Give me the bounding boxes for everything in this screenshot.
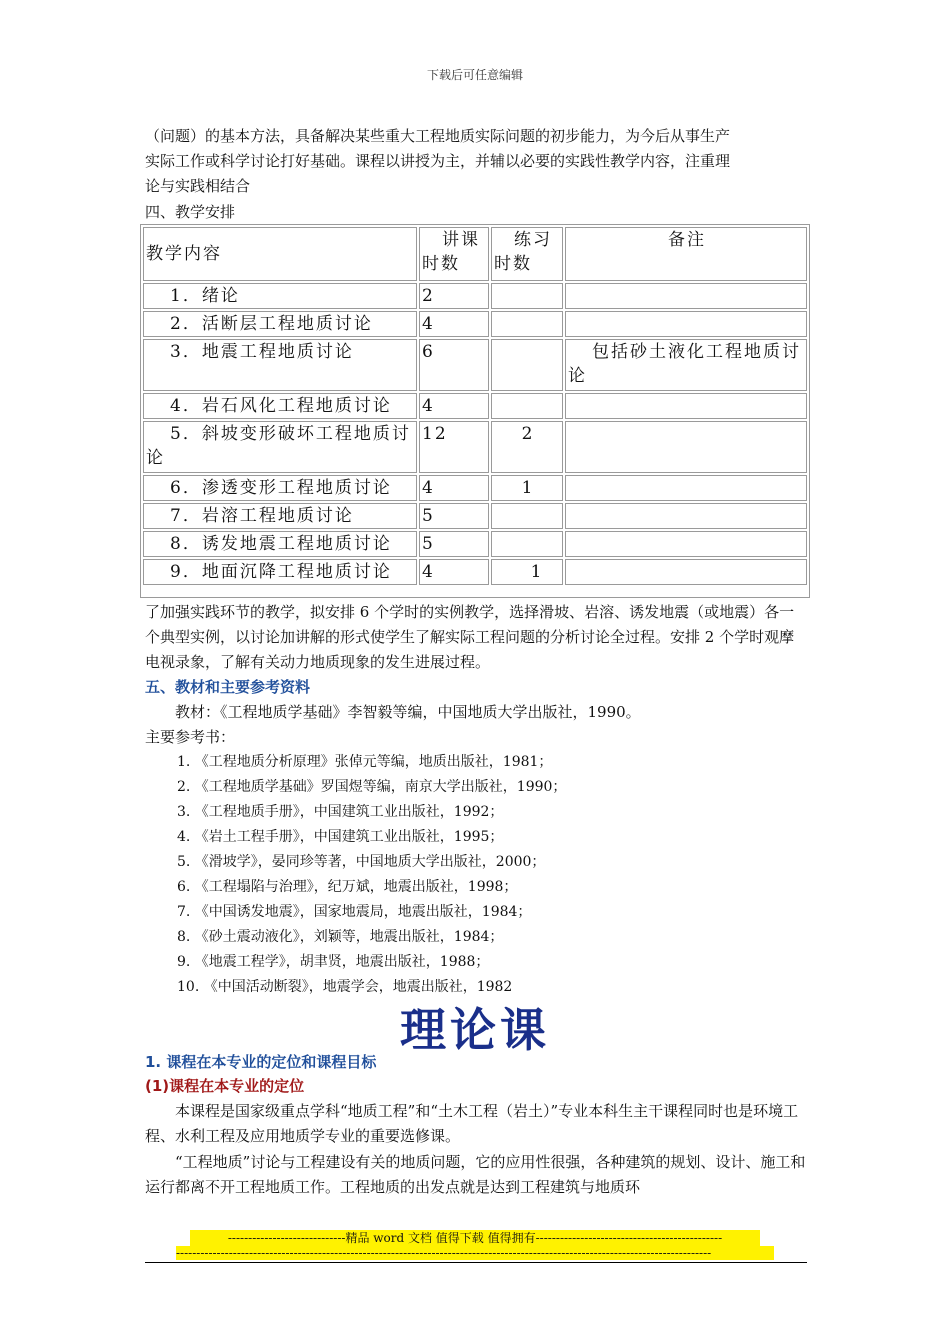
cell-lecture: 5 [419,531,489,557]
cell-lecture: 4 [419,559,489,585]
cell-content: 2．活断层工程地质讨论 [143,311,417,337]
cell-practice [491,283,563,309]
footer-rule [145,1262,807,1263]
cell-note [565,393,807,419]
cell-practice [491,393,563,419]
list-item: 3. 《工程地质手册》，中国建筑工业出版社，1992； [177,804,504,820]
table-row [143,503,807,529]
table-row [143,475,807,501]
cell-content: 1．绪论 [143,283,417,309]
cell-note [565,531,807,557]
schedule-table [140,224,810,598]
cell-note [565,559,807,585]
table-row [143,311,807,337]
after-table-paragraph: 了加强实践环节的教学，拟安排 6 个学时的实例教学，选择滑坡、岩溶、诱发地震（或地震）各一个典型实例，以讨论加讲解的形式使学生了解实际工程问题的分析讨论全过程。安排 2 个学时观摩电视录象，了解有关动力地质现象的发生进展过程。 [145,603,795,671]
header-lecture: 讲课时数 [419,227,489,281]
list-item: 2. 《工程地质学基础》罗国煜等编，南京大学出版社，1990； [177,779,567,795]
cell-practice: 2 [491,421,563,473]
cell-practice: 1 [491,559,563,585]
list-item: 9. 《地震工程学》，胡聿贤，地震出版社，1988； [177,954,490,970]
page-header: 下载后可任意编辑 [426,68,523,82]
refs-title: 主要参考书： [145,728,236,746]
header-practice: 练习时数 [491,227,563,281]
table-row [143,559,807,585]
list-item: 8. 《砂土震动液化》，刘颖等，地震出版社，1984； [177,929,504,945]
cell-note: 包括砂土液化工程地质讨论 [565,339,807,391]
course-heading: 1. 课程在本专业的定位和课程目标 [145,1053,377,1071]
cell-practice: 1 [491,475,563,501]
intro-paragraph [145,124,807,199]
cell-note [565,421,807,473]
page-title: 理论课 [400,1003,550,1057]
footer-banner: -----------------------------精品 word 文档 值得下载 值得拥有---------------------------------------------- [190,1230,760,1246]
table-header-row [143,227,807,281]
cell-content: 6．渗透变形工程地质讨论 [143,475,417,501]
cell-content: 8．诱发地震工程地质讨论 [143,531,417,557]
table-row [143,421,807,473]
cell-practice [491,339,563,391]
section-5-title: 五、教材和主要参考资料 [145,678,311,696]
list-item: 10. 《中国活动断裂》，地震学会，地震出版社，1982 [177,979,513,995]
cell-practice [491,311,563,337]
table-row [143,393,807,419]
cell-content: 9．地面沉降工程地质讨论 [143,559,417,585]
cell-lecture: 4 [419,311,489,337]
intro-line: 实际工作或科学讨论打好基础。课程以讲授为主，并辅以必要的实践性教学内容，注重理 [145,152,731,170]
header-note: 备注 [565,227,807,281]
cell-note [565,503,807,529]
cell-note [565,311,807,337]
intro-line: （问题）的基本方法，具备解决某些重大工程地质实际问题的初步能力，为今后从事生产 [145,127,731,145]
header-content: 教学内容 [143,227,417,281]
course-subheading: (1)课程在本专业的定位 [145,1077,305,1095]
cell-note [565,283,807,309]
cell-practice [491,503,563,529]
course-paragraph-1: 本课程是国家级重点学科“地质工程”和“土木工程（岩土）”专业本科生主干课程同时也是环境工程、水利工程及应用地质学专业的重要选修课。 [145,1102,799,1145]
cell-lecture: 2 [419,283,489,309]
intro-line: 论与实践相结合 [145,177,251,195]
footer-dashes: ------------------------------------------------------------------------------------------------------------------------------------ [176,1246,774,1260]
list-item: 5. 《滑坡学》，晏同珍等著，中国地质大学出版社，2000； [177,854,546,870]
cell-practice [491,531,563,557]
cell-lecture: 4 [419,393,489,419]
textbook-line: 教材：《工程地质学基础》李智毅等编，中国地质大学出版社，1990。 [175,703,641,721]
list-item: 1. 《工程地质分析原理》张倬元等编，地质出版社，1981； [177,754,553,770]
reference-list [145,750,566,1000]
table-row [143,339,807,391]
cell-content: 3．地震工程地质讨论 [143,339,417,391]
cell-lecture: 5 [419,503,489,529]
list-item: 7. 《中国诱发地震》，国家地震局，地震出版社，1984； [177,904,532,920]
list-item: 4. 《岩土工程手册》，中国建筑工业出版社，1995； [177,829,504,845]
cell-content: 7．岩溶工程地质讨论 [143,503,417,529]
table-row [143,531,807,557]
cell-note [565,475,807,501]
cell-lecture: 6 [419,339,489,391]
cell-content: 5．斜坡变形破坏工程地质讨论 [143,421,417,473]
cell-content: 4．岩石风化工程地质讨论 [143,393,417,419]
course-paragraph-2: “工程地质”讨论与工程建设有关的地质问题，它的应用性很强，各种建筑的规划、设计、施工和运行都离不开工程地质工作。工程地质的出发点就是达到工程建筑与地质环 [145,1153,806,1196]
list-item: 6. 《工程塌陷与治理》，纪万斌，地震出版社，1998； [177,879,518,895]
table-row [143,283,807,309]
cell-lecture: 4 [419,475,489,501]
section-4-title: 四、教学安排 [145,203,236,221]
cell-lecture: 12 [419,421,489,473]
